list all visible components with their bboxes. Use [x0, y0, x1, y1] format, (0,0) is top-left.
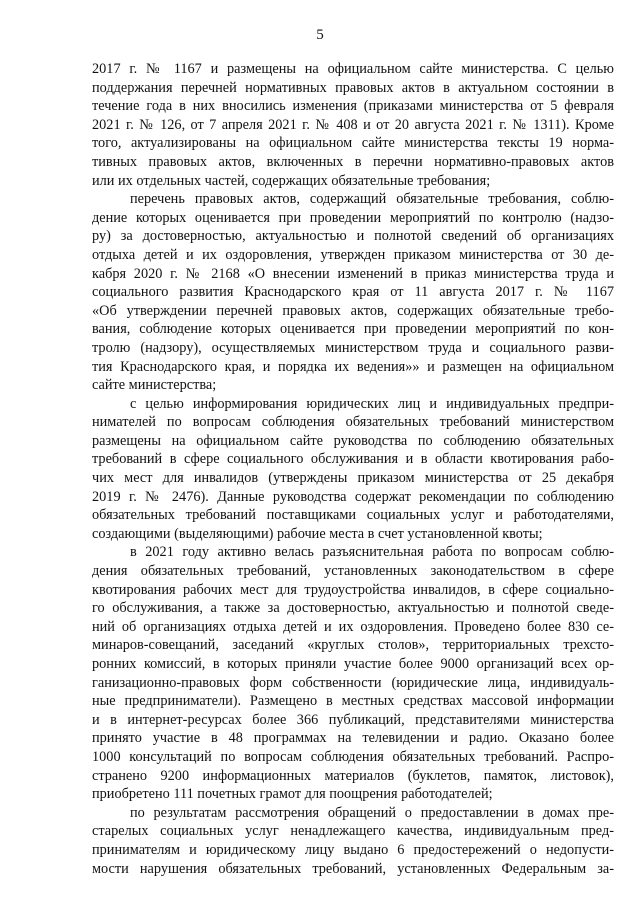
text-line: того, актуализированы на официальном сайте министерства тексты 19 норма-: [92, 135, 614, 152]
text-line: странено 9200 информационных материалов (буклетов, памяток, листовок),: [92, 767, 614, 784]
text-line: с целью информирования юридических лиц и индивидуальных предпри-: [130, 395, 614, 412]
text-line: дения обязательных требований, установленных законодательством в сфере: [92, 563, 614, 580]
text-line: го обслуживания, а также за достоверностью, актуальностью и полнотой сведе-: [92, 600, 614, 617]
body-text: [92, 60, 614, 878]
paragraph-obrascheniya: [92, 804, 614, 878]
text-line: 2017 г. № 1167 и размещены на официальном сайте министерства. С целью: [92, 61, 614, 77]
text-line: или их отдельных частей, содержащих обязательные требования;: [92, 172, 491, 189]
text-line: вания, соблюдение которых оценивается при проведении мероприятий по кон-: [92, 321, 614, 338]
text-line: поддержания перечней нормативных правовых актов в актуальном состоянии в: [92, 79, 614, 96]
text-line: ганизационно-правовых форм собственности (юридические лица, индивидуаль-: [92, 674, 614, 691]
text-line: 2019 г. № 2476). Данные руководства содержат рекомендации по соблюдению: [92, 488, 614, 505]
text-line: сайте министерства;: [92, 377, 217, 394]
text-line: перечень правовых актов, содержащий обязательные требования, соблю-: [130, 191, 614, 208]
text-line: квотирования рабочих мест для трудоустройства инвалидов, в сфере социально-: [92, 581, 614, 598]
text-line: приобретено 111 почетных грамот для поощрения работодателей;: [92, 786, 493, 803]
text-line: тия Краснодарского края, и порядка их ведения»» и размещен на официальном: [92, 358, 614, 375]
page-number: 5: [316, 27, 324, 43]
text-line: обязательных требований поставщиками социальных услуг и работодателями,: [92, 507, 614, 524]
paragraph-perechen: [92, 190, 614, 395]
text-line: течение года в них вносились изменения (приказами министерства от 5 февраля: [92, 98, 614, 115]
text-line: ронних комиссий, в которых приняли участие более 9000 организаций всех ор-: [92, 656, 614, 672]
text-line: тролю (надзору), осуществляемых министерством труда и социального разви-: [92, 339, 614, 356]
paragraph-informirovanie: [92, 395, 614, 544]
text-line: дение которых оценивается при проведении мероприятий по контролю (надзо-: [92, 209, 614, 226]
text-line: чих мест для инвалидов (утверждены приказом министерства от 25 декабря: [92, 470, 614, 487]
text-line: требований в сфере социального обслуживания и в области квотирования рабо-: [92, 451, 614, 468]
text-line: мости нарушения обязательных требований, установленных Федеральным за-: [92, 860, 614, 877]
text-line: ру) за достоверностью, актуальностью и полнотой сведений об организациях: [92, 228, 614, 245]
text-line: социального развития Краснодарского края от 11 августа 2017 г. № 1167: [92, 284, 614, 301]
text-line: создающими (выделяющими) рабочие места в счет установленной квоты;: [92, 525, 543, 542]
text-line: по результатам рассмотрения обращений о предоставлении в домах пре-: [130, 804, 614, 821]
text-line: принято участие в 48 программах на телевидении и радио. Оказано более: [92, 730, 614, 747]
text-line: 2021 г. № 126, от 7 апреля 2021 г. № 408 и от 20 августа 2021 г. № 1311). Кроме: [92, 116, 614, 133]
text-line: нимателей по вопросам соблюдения обязательных требований министерством: [92, 414, 614, 431]
paragraph-rabota-2021: [92, 543, 614, 803]
text-line: минаров-совещаний, заседаний «круглых столов», территориальных трехсто-: [92, 637, 614, 654]
text-line: принимателям и юридическому лицу выдано 6 предостережений о недопусти-: [92, 841, 614, 858]
paragraph-continuation: [92, 60, 614, 190]
text-line: «Об утверждении перечней правовых актов, содержащих обязательные требо-: [92, 302, 614, 319]
text-line: в 2021 году активно велась разъяснительная работа по вопросам соблю-: [130, 544, 614, 561]
text-line: тивных правовых актов, включенных в перечни нормативно-правовых актов: [92, 153, 614, 170]
text-line: старелых социальных услуг ненадлежащего качества, индивидуальным пред-: [92, 823, 614, 840]
text-line: и в интернет-ресурсах более 366 публикаций, представителями министерства: [92, 711, 614, 728]
text-line: кабря 2020 г. № 2168 «О внесении изменений в приказ министерства труда и: [92, 265, 614, 282]
text-line: размещены на официальном сайте руководства по соблюдению обязательных: [92, 432, 614, 449]
text-line: 1000 консультаций по вопросам соблюдения обязательных требований. Распро-: [92, 748, 614, 765]
text-line: отдыха детей и их оздоровления, утвержден приказом министерства от 30 де-: [92, 246, 614, 263]
text-line: ные предприниматели). Размещено в местных средствах массовой информации: [92, 693, 614, 710]
text-line: ний об организациях отдыха детей и их оздоровления. Проведено более 830 се-: [92, 618, 614, 635]
